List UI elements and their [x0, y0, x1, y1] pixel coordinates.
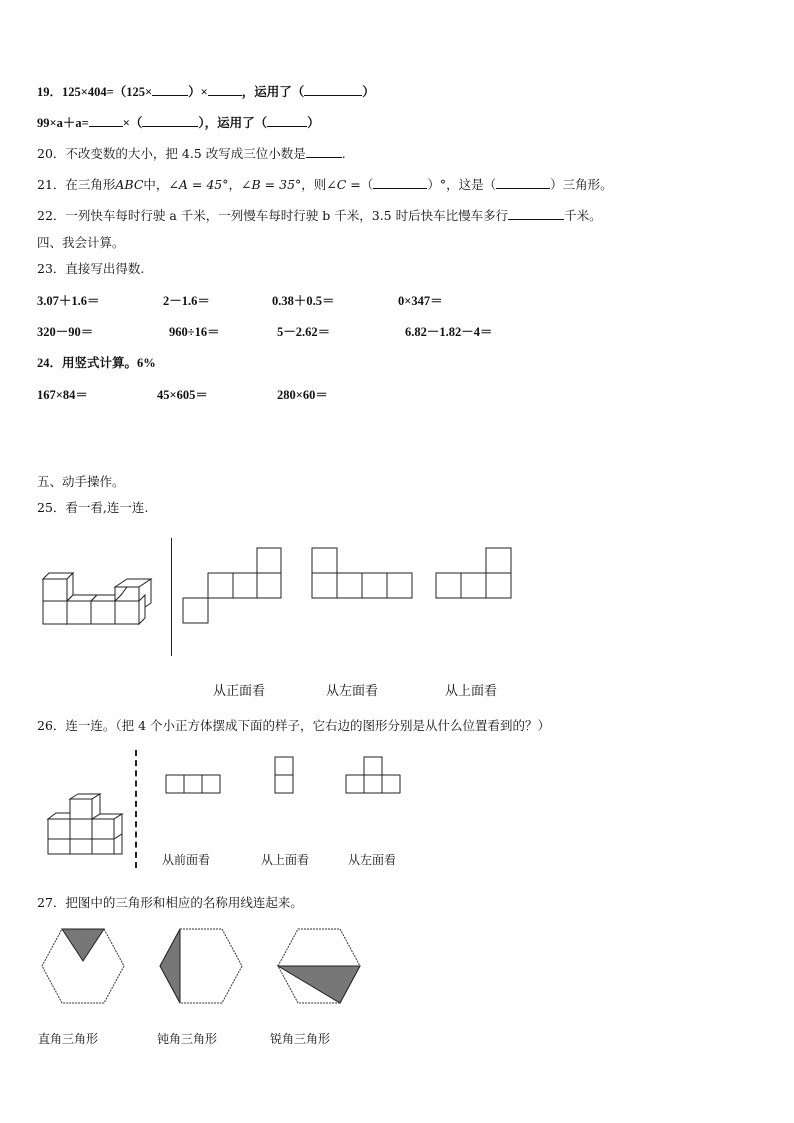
calc-item: 320－90＝ [37, 325, 94, 339]
answer-blank[interactable] [142, 115, 198, 127]
calc-item: 5－2.62＝ [277, 325, 331, 339]
triangle-name-label: 钝角三角形 [157, 1032, 218, 1046]
q25-title: 25．看一看,连一连. [37, 500, 149, 515]
triangle-name-label: 锐角三角形 [270, 1032, 331, 1046]
q27-hexagon-right-triangle [38, 925, 128, 1007]
q27-hexagon-obtuse-triangle [156, 925, 246, 1007]
answer-blank[interactable] [89, 115, 123, 127]
divider-line [171, 538, 172, 656]
section-4-heading: 四、我会计算。 [37, 235, 125, 250]
q26-cube-solid [44, 793, 128, 859]
q25-view-b [311, 547, 415, 601]
q24-title: 24．用竖式计算。6% [37, 356, 156, 370]
q22-line: 22．一列快车每时行驶 a 千米，一列慢车每时行驶 b 千米，3.5 时后快车比慢车多行 千米。 [37, 208, 602, 223]
q23-title: 23．直接写出得数. [37, 261, 145, 276]
q25-cube-solid [38, 532, 158, 628]
q26-title: 26．连一连。（把 4 个小正方体摆成下面的样子，它右边的图形分别是从什么位置看到的？） [37, 718, 551, 733]
q26-view-a [165, 773, 223, 797]
calc-item: 167×84＝ [37, 388, 88, 402]
q27-hexagon-acute-triangle [274, 925, 364, 1007]
q19-line-2: 99×a＋a= ×（ ），运用了（ ） [37, 116, 320, 130]
dashed-divider [135, 750, 137, 868]
q27-title: 27．把图中的三角形和相应的名称用线连起来。 [37, 895, 303, 910]
calc-item: 960÷16＝ [169, 325, 220, 339]
answer-blank[interactable] [152, 84, 188, 96]
view-label: 从上面看 [261, 853, 310, 867]
view-label: 从左面看 [348, 853, 397, 867]
q25-view-a [182, 547, 286, 625]
view-label: 从左面看 [326, 684, 379, 699]
q19-line-1: 19．125×404=（125× ）× ，运用了（ ） [37, 85, 375, 99]
q26-view-c [345, 755, 405, 797]
calc-item: 2－1.6＝ [163, 294, 210, 308]
q21-line: 21．在三角形ABC中，∠A = 45°，∠B = 35°，则∠C =（ ）°，这是（ ）三角形。 [37, 177, 613, 192]
answer-blank[interactable] [208, 84, 242, 96]
q25-view-c [435, 547, 515, 601]
calc-item: 6.82－1.82－4＝ [405, 325, 493, 339]
section-5-heading: 五、动手操作。 [37, 474, 125, 489]
answer-blank[interactable] [306, 146, 342, 158]
answer-blank[interactable] [496, 177, 550, 189]
answer-blank[interactable] [373, 177, 427, 189]
calc-item: 0.38＋0.5＝ [272, 294, 335, 308]
view-label: 从上面看 [445, 684, 498, 699]
calc-item: 280×60＝ [277, 388, 328, 402]
calc-item: 0×347＝ [398, 294, 443, 308]
calc-item: 3.07＋1.6＝ [37, 294, 100, 308]
answer-blank[interactable] [267, 115, 307, 127]
answer-blank[interactable] [508, 208, 564, 220]
view-label: 从正面看 [213, 684, 266, 699]
calc-item: 45×605＝ [157, 388, 208, 402]
q20-line: 20．不改变数的大小，把 4.5 改写成三位小数是 . [37, 146, 346, 161]
answer-blank[interactable] [304, 84, 362, 96]
view-label: 从前面看 [162, 853, 211, 867]
triangle-name-label: 直角三角形 [38, 1032, 99, 1046]
q26-view-b [273, 755, 297, 797]
